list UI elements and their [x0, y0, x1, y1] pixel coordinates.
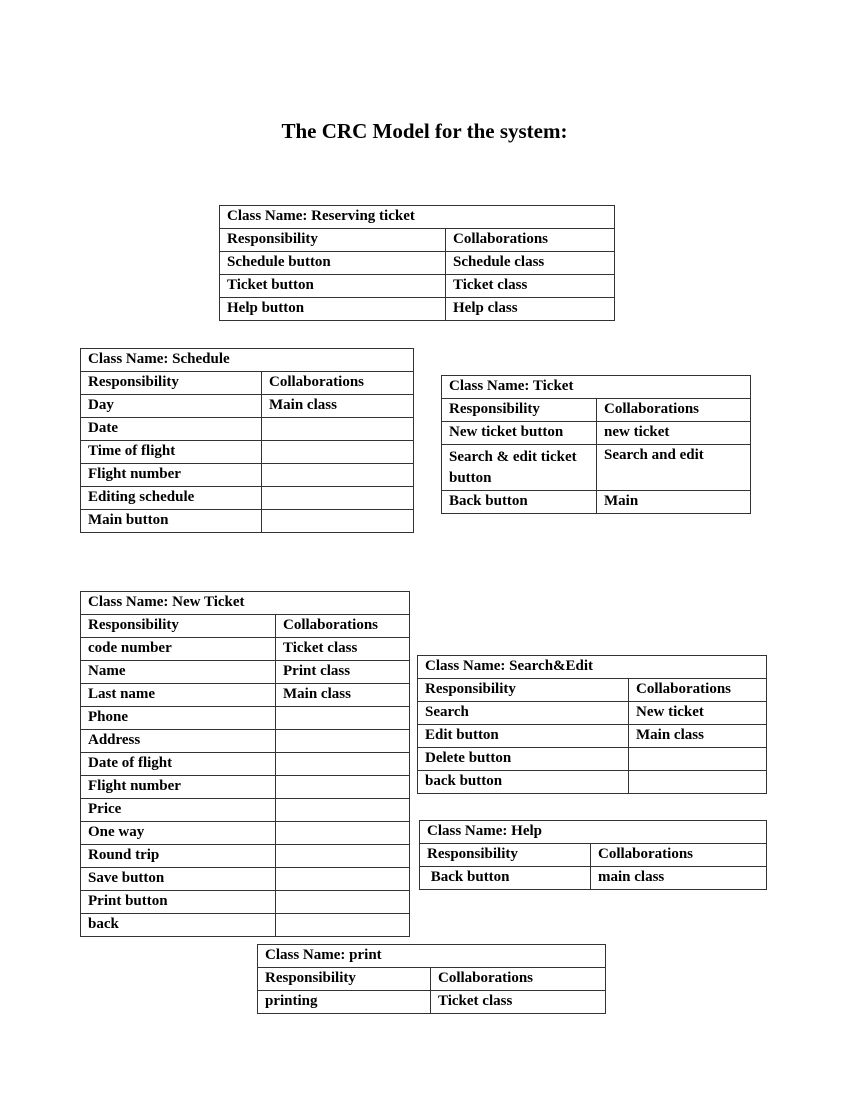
crc-card-reserving-ticket: [219, 205, 615, 321]
responsibility-cell: One way: [81, 822, 276, 845]
responsibility-cell: Save button: [81, 868, 276, 891]
responsibility-cell: Date: [81, 418, 262, 441]
collaboration-cell: [276, 707, 410, 730]
responsibility-cell: code number: [81, 638, 276, 661]
collaboration-cell: [262, 441, 414, 464]
collaboration-cell: [262, 418, 414, 441]
responsibility-header: Responsibility: [81, 615, 276, 638]
collaboration-cell: [262, 464, 414, 487]
collaboration-cell: Main class: [629, 725, 767, 748]
collaborations-header: Collaborations: [629, 679, 767, 702]
class-name-cell: Class Name: Search&Edit: [418, 656, 767, 679]
responsibility-cell: Price: [81, 799, 276, 822]
collaborations-header: Collaborations: [262, 372, 414, 395]
crc-card-ticket: [441, 375, 751, 514]
class-name-cell: Class Name: New Ticket: [81, 592, 410, 615]
class-name-cell: Class Name: Help: [420, 821, 767, 844]
responsibility-header: Responsibility: [420, 844, 591, 867]
responsibility-cell: Help button: [220, 298, 446, 321]
collaboration-cell: new ticket: [597, 422, 751, 445]
crc-card-new-ticket: [80, 591, 410, 937]
collaborations-header: Collaborations: [446, 229, 615, 252]
collaborations-header: Collaborations: [591, 844, 767, 867]
collaboration-cell: [262, 487, 414, 510]
responsibility-cell: Round trip: [81, 845, 276, 868]
responsibility-cell: Back button: [442, 491, 597, 514]
responsibility-cell: Phone: [81, 707, 276, 730]
responsibility-header: Responsibility: [220, 229, 446, 252]
collaboration-cell: [276, 891, 410, 914]
responsibility-cell: Back button: [420, 867, 591, 890]
responsibility-cell: Flight number: [81, 776, 276, 799]
collaboration-cell: [276, 753, 410, 776]
crc-card-help: [419, 820, 767, 890]
responsibility-cell: Address: [81, 730, 276, 753]
responsibility-cell: back button: [418, 771, 629, 794]
responsibility-cell: Day: [81, 395, 262, 418]
collaboration-cell: [262, 510, 414, 533]
collaborations-header: Collaborations: [276, 615, 410, 638]
responsibility-cell: Time of flight: [81, 441, 262, 464]
crc-card-schedule: [80, 348, 414, 533]
responsibility-cell: Edit button: [418, 725, 629, 748]
collaboration-cell: [276, 730, 410, 753]
collaboration-cell: Ticket class: [276, 638, 410, 661]
collaboration-cell: Help class: [446, 298, 615, 321]
collaboration-cell: [276, 776, 410, 799]
collaboration-cell: [276, 799, 410, 822]
collaboration-cell: New ticket: [629, 702, 767, 725]
collaboration-cell: Search and edit: [597, 445, 751, 491]
collaboration-cell: main class: [591, 867, 767, 890]
collaboration-cell: [276, 868, 410, 891]
collaboration-cell: Ticket class: [446, 275, 615, 298]
class-name-cell: Class Name: print: [258, 945, 606, 968]
crc-card-print: [257, 944, 606, 1014]
responsibility-cell: Schedule button: [220, 252, 446, 275]
collaboration-cell: Main class: [276, 684, 410, 707]
collaboration-cell: Schedule class: [446, 252, 615, 275]
collaboration-cell: [276, 822, 410, 845]
collaborations-header: Collaborations: [431, 968, 606, 991]
responsibility-cell: Editing schedule: [81, 487, 262, 510]
responsibility-cell: printing: [258, 991, 431, 1014]
collaboration-cell: Main: [597, 491, 751, 514]
collaborations-header: Collaborations: [597, 399, 751, 422]
responsibility-header: Responsibility: [81, 372, 262, 395]
collaboration-cell: [629, 771, 767, 794]
responsibility-header: Responsibility: [258, 968, 431, 991]
class-name-cell: Class Name: Schedule: [81, 349, 414, 372]
responsibility-header: Responsibility: [442, 399, 597, 422]
responsibility-cell: Print button: [81, 891, 276, 914]
responsibility-cell: Ticket button: [220, 275, 446, 298]
crc-card-search-edit: [417, 655, 767, 794]
responsibility-cell: Delete button: [418, 748, 629, 771]
responsibility-cell: Flight number: [81, 464, 262, 487]
responsibility-cell: Main button: [81, 510, 262, 533]
responsibility-header: Responsibility: [418, 679, 629, 702]
responsibility-cell: Last name: [81, 684, 276, 707]
class-name-cell: Class Name: Ticket: [442, 376, 751, 399]
collaboration-cell: [276, 845, 410, 868]
collaboration-cell: [276, 914, 410, 937]
collaboration-cell: Print class: [276, 661, 410, 684]
collaboration-cell: [629, 748, 767, 771]
responsibility-cell: back: [81, 914, 276, 937]
class-name-cell: Class Name: Reserving ticket: [220, 206, 615, 229]
responsibility-cell: Search & edit ticket button: [442, 445, 597, 491]
collaboration-cell: Ticket class: [431, 991, 606, 1014]
responsibility-cell: Name: [81, 661, 276, 684]
collaboration-cell: Main class: [262, 395, 414, 418]
responsibility-cell: New ticket button: [442, 422, 597, 445]
page-title: The CRC Model for the system:: [281, 119, 568, 143]
responsibility-cell: Date of flight: [81, 753, 276, 776]
responsibility-cell: Search: [418, 702, 629, 725]
